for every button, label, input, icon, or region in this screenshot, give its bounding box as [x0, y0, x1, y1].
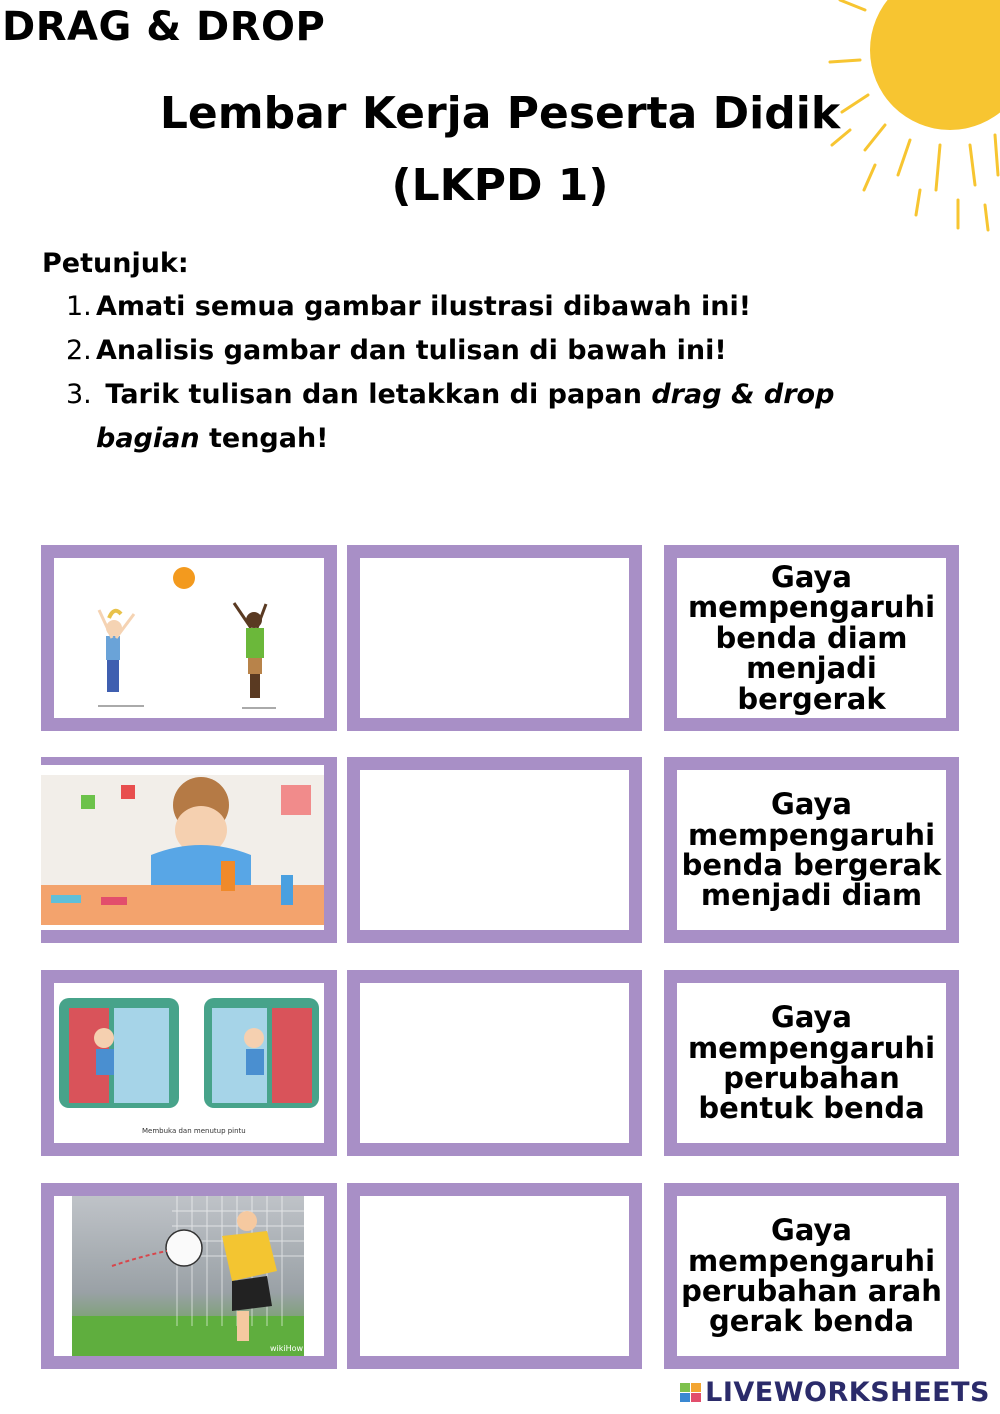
image-watermark: wikiHow: [270, 1344, 304, 1353]
page-title: Lembar Kerja Peserta Didik: [159, 88, 841, 139]
instruction-italic: bagian: [96, 423, 200, 454]
image-card-2: [41, 757, 337, 943]
drop-zone-3[interactable]: [347, 970, 642, 1156]
instruction-number: 1.: [66, 291, 92, 322]
goalkeeper-catching-ball-image: [72, 1196, 304, 1356]
instruction-number: 3.: [66, 379, 92, 410]
instruction-item-2: [66, 336, 727, 366]
instructions-label: Petunjuk:: [42, 248, 189, 279]
draggable-label-3[interactable]: [664, 970, 959, 1156]
instruction-italic: drag & drop: [651, 379, 835, 410]
draggable-label-1[interactable]: [664, 545, 959, 731]
image-card-1: [41, 545, 337, 731]
instruction-text: Analisis gambar dan tulisan di bawah ini!: [96, 335, 727, 366]
label-text: Gaya mempengaruhi perubahan arah gerak benda: [681, 1213, 942, 1339]
instruction-item-3: [66, 380, 886, 410]
instruction-text: Tarik tulisan dan letakkan di papan: [96, 379, 652, 410]
drop-zone-1[interactable]: [347, 545, 642, 731]
drop-zone-4[interactable]: [347, 1183, 642, 1369]
logo-icon: [680, 1383, 701, 1402]
corner-label: DRAG & DROP: [2, 4, 326, 50]
draggable-label-2[interactable]: [664, 757, 959, 943]
instruction-number: 2.: [66, 335, 92, 366]
instruction-item-1: [66, 292, 751, 322]
logo-text: LIVEWORKSHEETS: [705, 1377, 990, 1408]
instruction-text: Amati semua gambar ilustrasi dibawah ini!: [96, 291, 752, 322]
image-card-4: [41, 1183, 337, 1369]
label-text: Gaya mempengaruhi benda bergerak menjadi diam: [681, 787, 942, 913]
image-card-3: [41, 970, 337, 1156]
boy-opening-door-image: [54, 983, 324, 1143]
label-text: Gaya mempengaruhi perubahan bentuk benda: [687, 1000, 936, 1126]
image-caption: Membuka dan menutup pintu: [142, 1127, 246, 1135]
page-subtitle: (LKPD 1): [391, 160, 609, 211]
instruction-item-3-cont: [96, 424, 329, 454]
liveworksheets-logo: [680, 1377, 990, 1408]
instruction-text: tengah!: [199, 423, 329, 454]
boy-playing-clay-image: [41, 775, 324, 925]
drop-zone-2[interactable]: [347, 757, 642, 943]
draggable-label-4[interactable]: [664, 1183, 959, 1369]
label-text: Gaya mempengaruhi benda diam menjadi bergerak: [687, 559, 936, 716]
children-playing-ball-image: [54, 558, 324, 718]
